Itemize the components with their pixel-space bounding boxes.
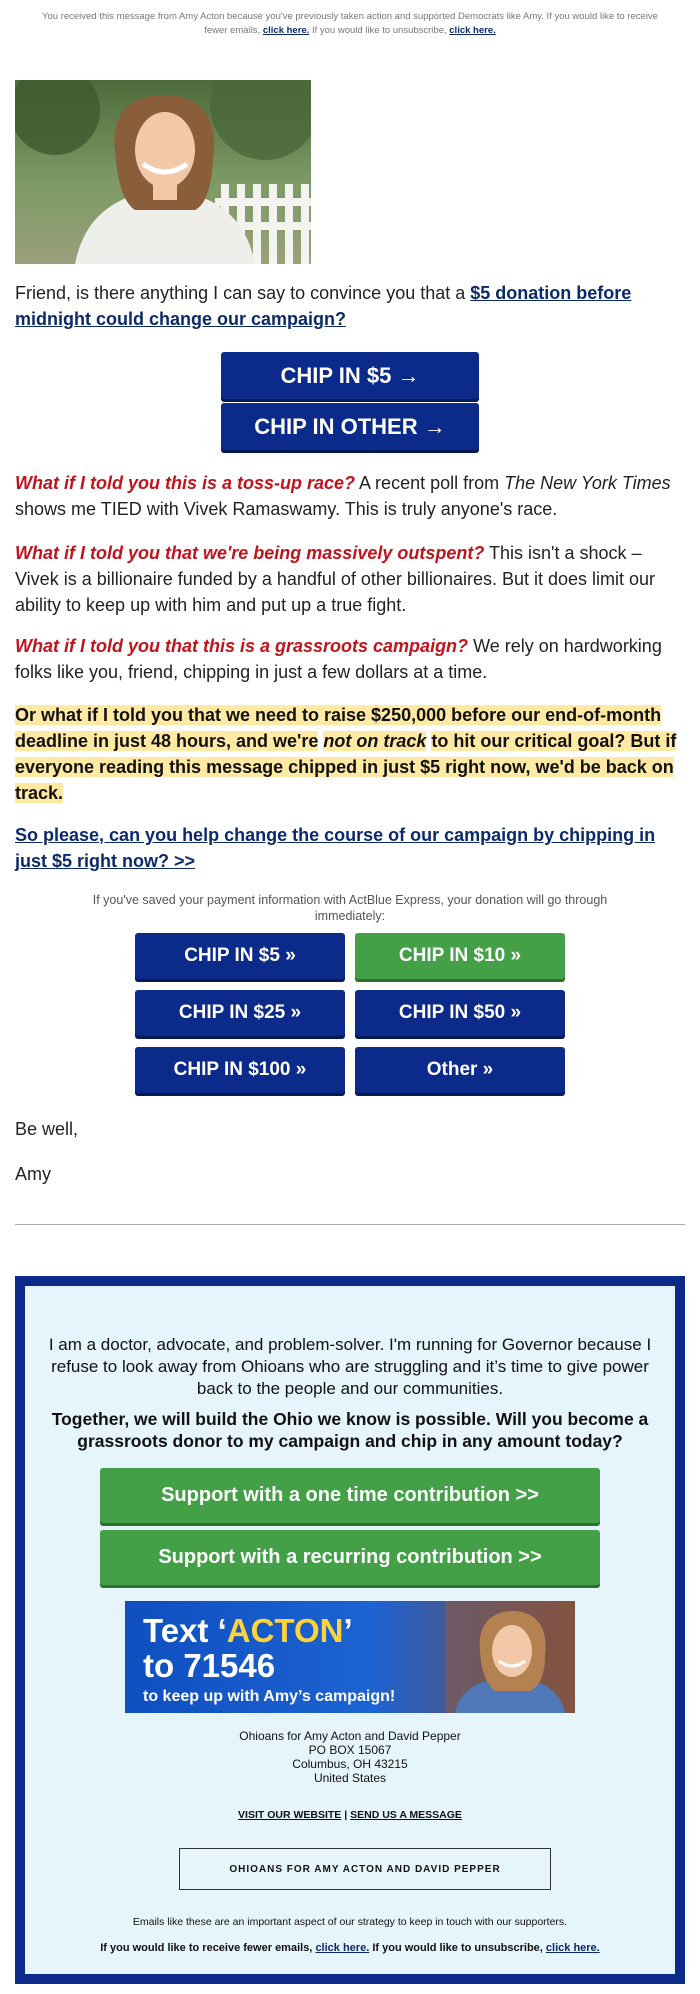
preheader-text: You received this message from Amy Acton because you've previously taken action and supported Democrats like Amy. If you would like to receive fewer emails, bbox=[42, 11, 658, 36]
text-signup-banner[interactable] bbox=[125, 1601, 575, 1713]
chip-in-5-button[interactable]: CHIP IN $5 → bbox=[221, 352, 479, 399]
intro-text: Friend, is there anything I can say to convince you that a bbox=[15, 283, 466, 303]
recurring-contribution-button[interactable]: Support with a recurring contribution >> bbox=[100, 1530, 600, 1585]
footer-inner bbox=[25, 1286, 675, 1974]
banner-subtext: to keep up with Amy’s campaign! bbox=[143, 1688, 396, 1705]
footer-box bbox=[15, 1276, 685, 1984]
footer-links bbox=[35, 1809, 665, 1821]
goal-italic: not on track bbox=[323, 731, 427, 751]
banner-keyword: ACTON bbox=[226, 1612, 344, 1649]
grassroots-text: We rely on hardworking folks like you, friend, chipping in just a few dollars at a time. bbox=[15, 636, 662, 682]
chip-in-50-button[interactable]: CHIP IN $50 » bbox=[355, 990, 565, 1036]
other-amount-button[interactable]: Other » bbox=[355, 1047, 565, 1093]
footer-unsubscribe-link[interactable]: click here. bbox=[545, 1942, 600, 1954]
express-note: If you've saved your payment information with ActBlue Express, your donation will go through immediately: bbox=[92, 893, 608, 923]
grassroots-heading: What if I told you that this is a grassroots campaign? bbox=[15, 636, 469, 656]
send-message-link[interactable]: SEND US A MESSAGE bbox=[350, 1809, 462, 1821]
intro-paragraph bbox=[15, 280, 685, 332]
signoff-greeting: Be well, bbox=[15, 1119, 79, 1139]
chip-in-10-button[interactable]: CHIP IN $10 » bbox=[355, 933, 565, 979]
footer-ask: Together, we will build the Ohio we know is possible. Will you become a grassroots donor to my campaign and chip in any amount today? bbox=[51, 1409, 649, 1451]
toss-up-text-a: A recent poll from bbox=[359, 473, 500, 493]
nyt-title: The New York Times bbox=[504, 473, 671, 493]
banner-text bbox=[143, 1613, 395, 1709]
cta-link[interactable]: So please, can you help change the course of our campaign by chipping in just $5 right now? >> bbox=[15, 825, 656, 871]
footer-intro: I am a doctor, advocate, and problem-solver. I'm running for Governor because I refuse to look away from Ohioans who are struggling and it’s time to give power back to the people and our communities. bbox=[48, 1335, 652, 1398]
chip-in-100-button[interactable]: CHIP IN $100 » bbox=[135, 1047, 345, 1093]
outspent-paragraph bbox=[15, 540, 685, 618]
divider bbox=[15, 1224, 685, 1225]
banner-text-pre: Text ‘ bbox=[143, 1612, 227, 1649]
footer-note-text-a: If you would like to receive fewer emails, bbox=[100, 1942, 313, 1954]
mailing-address bbox=[35, 1729, 665, 1785]
signoff-name: Amy bbox=[15, 1164, 51, 1184]
link-separator: | bbox=[344, 1809, 348, 1821]
footer-fewer-emails-link[interactable]: click here. bbox=[315, 1942, 370, 1954]
outspent-text: This isn't a shock – Vivek is a billionaire funded by a handful of other billionaires. But it does limit our ability to keep up with him and put up a true fight. bbox=[15, 543, 656, 615]
preheader bbox=[30, 10, 670, 38]
goal-paragraph bbox=[15, 702, 685, 806]
footer-note-text-b: If you would like to unsubscribe, bbox=[372, 1942, 543, 1954]
preheader-text-2: If you would like to unsubscribe, bbox=[311, 25, 447, 36]
grassroots-paragraph bbox=[15, 633, 685, 685]
footer-unsubscribe-note bbox=[35, 1942, 665, 1954]
cta-paragraph bbox=[15, 822, 685, 874]
unsubscribe-link[interactable]: click here. bbox=[449, 25, 496, 36]
visit-website-link[interactable]: VISIT OUR WEBSITE bbox=[238, 1809, 342, 1821]
banner-text-post: ’ bbox=[343, 1612, 353, 1649]
outspent-heading: What if I told you that we're being massively outspent? bbox=[15, 543, 485, 563]
addr-org: Ohioans for Amy Acton and David Pepper bbox=[239, 1729, 461, 1743]
addr-country: United States bbox=[313, 1771, 387, 1785]
addr-pobox: PO BOX 15067 bbox=[308, 1743, 392, 1757]
toss-up-heading: What if I told you this is a toss-up race? bbox=[15, 473, 356, 493]
chip-in-5-grid-button[interactable]: CHIP IN $5 » bbox=[135, 933, 345, 979]
goal-text-a: Or what if I told you that we need to raise $250,000 before our end-of-month deadline in just 48 hours, and we're bbox=[15, 705, 662, 751]
toss-up-paragraph bbox=[15, 470, 685, 522]
fewer-emails-link[interactable]: click here. bbox=[262, 25, 310, 36]
chip-in-other-button[interactable]: CHIP IN OTHER → bbox=[221, 403, 479, 450]
footer-note: Emails like these are an important aspect of our strategy to keep in touch with our supporters. bbox=[132, 1916, 568, 1928]
chip-in-25-button[interactable]: CHIP IN $25 » bbox=[135, 990, 345, 1036]
candidate-photo bbox=[15, 80, 311, 264]
addr-city: Columbus, OH 43215 bbox=[292, 1757, 408, 1771]
one-time-contribution-button[interactable]: Support with a one time contribution >> bbox=[100, 1468, 600, 1523]
banner-shortcode: to 71546 bbox=[143, 1647, 276, 1684]
goal-text-b: to hit our critical goal? But if everyone reading this message chipped in just $5 right now, we'd be back on track. bbox=[15, 731, 677, 803]
toss-up-text-b: shows me TIED with Vivek Ramaswamy. This is truly anyone's race. bbox=[15, 499, 558, 519]
intro-donation-link[interactable]: $5 donation before midnight could change our campaign? bbox=[15, 283, 632, 329]
paid-for-by-box: OHIOANS FOR AMY ACTON AND DAVID PEPPER bbox=[179, 1848, 551, 1890]
